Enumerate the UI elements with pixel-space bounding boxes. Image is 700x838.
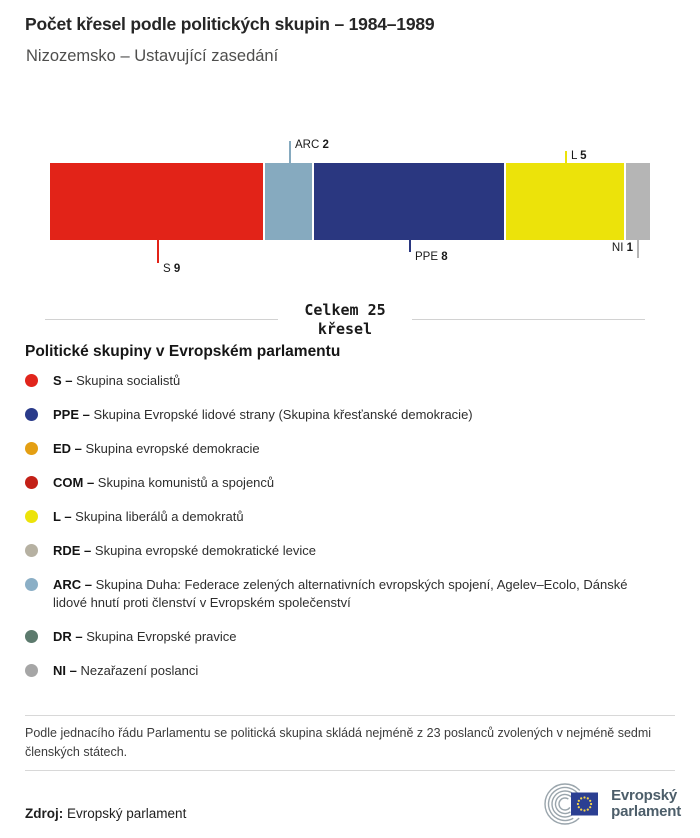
- total-seats-line2: křesel: [317, 319, 373, 338]
- legend-item-s: [25, 372, 670, 390]
- legend-item-dr: [25, 628, 670, 646]
- legend-item-com: [25, 474, 670, 492]
- legend-dot-s: [25, 374, 38, 387]
- legend-label-ppe: PPE – Skupina Evropské lidové strany (Skupina křesťanské demokracie): [53, 407, 473, 422]
- source-label: Zdroj:: [25, 806, 64, 821]
- callout-tick-l: [565, 151, 567, 163]
- legend-label-arc: ARC – Skupina Duha: Federace zelených alternativních evropských spojení, Agelev–Ecolo, Dánské lidové hnutí proti členství v Evropském společenství: [53, 577, 628, 610]
- legend-label-ed: ED – Skupina evropské demokracie: [53, 441, 260, 456]
- legend-label-ni: NI – Nezařazení poslanci: [53, 662, 199, 678]
- bar-segment-ni: [626, 163, 650, 240]
- segment-label-ni: NI 1: [611, 242, 633, 254]
- legend-dot-arc: [25, 578, 38, 591]
- eu-flag: [571, 793, 598, 816]
- page-title: Počet křesel podle politických skupin – 1984–1989: [25, 14, 435, 34]
- legend-heading: Politické skupiny v Evropském parlamentu: [25, 343, 341, 360]
- logo-line2: parlament: [611, 803, 681, 820]
- callout-tick-ppe: [409, 240, 411, 252]
- legend-list: [25, 372, 670, 696]
- legend-item-ed: [25, 440, 670, 458]
- page-subtitle: Nizozemsko – Ustavující zasedání: [26, 47, 279, 65]
- parliament-hemicycle-icon: [532, 780, 604, 828]
- logo-line1: Evropský: [611, 787, 678, 804]
- legend-label-l: L – Skupina liberálů a demokratů: [53, 509, 244, 524]
- note-divider: [25, 715, 675, 716]
- segment-label-arc: ARC 2: [295, 139, 329, 151]
- legend-dot-ni: [25, 664, 38, 677]
- legend-label-com: COM – Skupina komunistů a spojenců: [53, 475, 275, 490]
- legend-dot-com: [25, 476, 38, 489]
- bar-segment-ppe: [314, 163, 503, 240]
- total-rule-right: [412, 319, 645, 320]
- legend-item-arc: [25, 576, 670, 611]
- legend-label-rde: RDE – Skupina evropské demokratické levice: [53, 543, 317, 558]
- total-seats-row: [45, 301, 645, 338]
- total-seats-line1: Celkem 25: [304, 301, 386, 319]
- segment-label-ppe: PPE 8: [415, 251, 448, 263]
- callout-tick-s: [157, 240, 159, 263]
- legend-item-ni: [25, 662, 670, 680]
- footnote: Podle jednacího řádu Parlamentu se politická skupina skládá nejméně z 23 poslanců zvolených v nejméně sedmi členských státech.: [25, 726, 652, 759]
- footer-divider: [25, 770, 675, 771]
- stacked-bar: [50, 163, 650, 240]
- legend-dot-rde: [25, 544, 38, 557]
- legend-dot-dr: [25, 630, 38, 643]
- source-value: Evropský parlament: [67, 806, 187, 821]
- segment-label-l: L 5: [571, 150, 587, 162]
- bar-segment-arc: [265, 163, 312, 240]
- source-line: [25, 806, 186, 821]
- legend-item-rde: [25, 542, 670, 560]
- legend-dot-l: [25, 510, 38, 523]
- legend-item-ppe: [25, 406, 670, 424]
- legend-dot-ppe: [25, 408, 38, 421]
- european-parliament-logo: [532, 780, 681, 828]
- segment-label-s: S 9: [163, 263, 181, 275]
- legend-label-s: S – Skupina socialistů: [53, 373, 181, 388]
- legend-dot-ed: [25, 442, 38, 455]
- legend-label-dr: DR – Skupina Evropské pravice: [53, 628, 237, 644]
- seats-chart: [50, 133, 650, 283]
- bar-segment-l: [506, 163, 624, 240]
- legend-item-l: [25, 508, 670, 526]
- logo-wordmark: [611, 788, 681, 820]
- total-seats-label: [304, 301, 385, 338]
- total-rule-left: [45, 319, 278, 320]
- callout-tick-ni: [637, 240, 639, 258]
- bar-segment-s: [50, 163, 263, 240]
- callout-tick-arc: [289, 141, 291, 163]
